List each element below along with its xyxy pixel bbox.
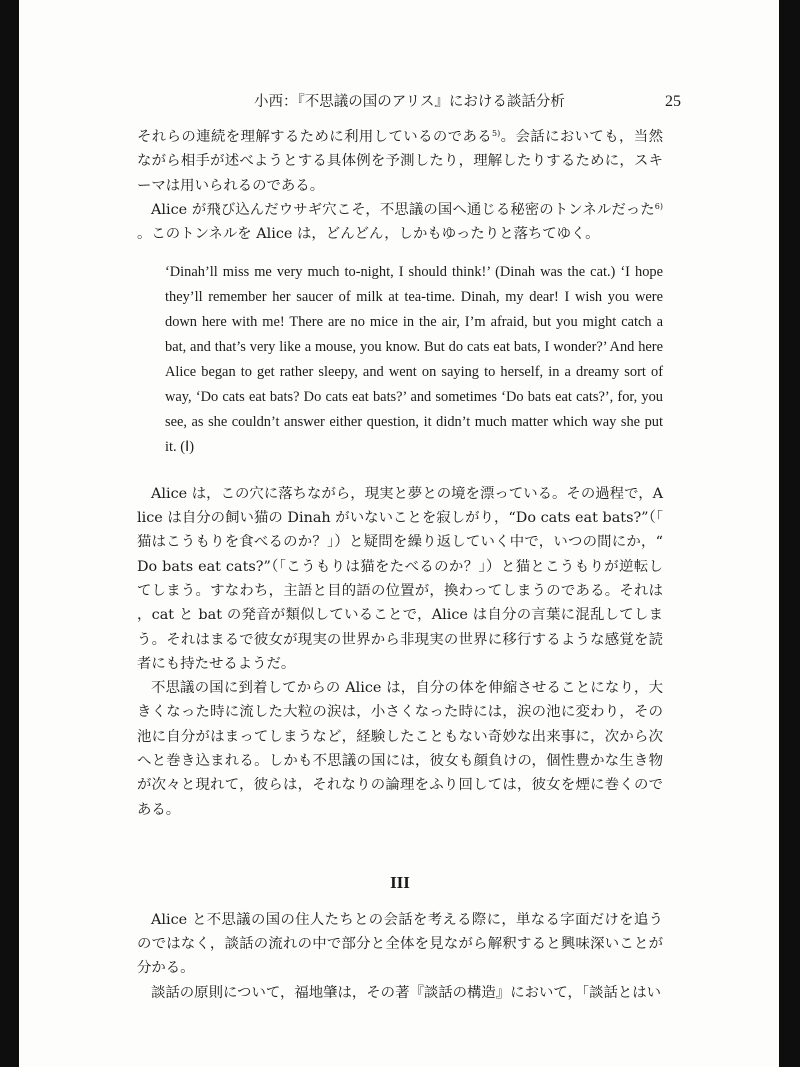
footnote-ref-5: 5) (492, 129, 501, 138)
running-title: 小西：『不思議の国のアリス』における談話分析 (254, 94, 565, 110)
section-heading: III (390, 872, 410, 892)
paragraph-5: Alice と不思議の国の住人たちとの会話を考える際に，単なる字面だけを追うのではなく，談話の流れの中で部分と全体を見ながら解釈すると興味深いことが分かる。 (137, 911, 663, 977)
paragraph-2-text: Alice が飛び込んだウサギ穴こそ，不思議の国へ通じる秘密のトンネルだった (151, 201, 655, 218)
block-quote: ‘Dinah’ll miss me very much to-night, I should think!’ (Dinah was the cat.) ‘I hope they’ll remember her saucer of milk at tea-time. Dinah, my dear! I wish you were down here with me! There are no mice in the air, I’m afraid, but you might catch a bat, and that’s very like a mouse, you know. But do cats eat bats, I wonder?’ And here Alice began to get rather sleepy, and went on saying to herself, in a dreamy sort of way, ‘Do cats eat bats? Do cats eat bats?’ and sometimes ‘Do bats eat cats?’, for, you see, as she couldn’t answer either question, it didn’t much matter which way she put it. (Ⅰ) (165, 264, 663, 455)
paragraph-3: Alice は，この穴に落ちながら，現実と夢との境を漂っている。その過程で，Alice は自分の飼い猫の Dinah がいないことを寂しがり，“Do cats eat bats?”（「猫はこうもりを食べるのか？」）と疑問を繰り返していく中で，いつの間にか，“Do bats eat cats?”（「こうもりは猫をたべるのか？」）と猫とこうもりが逆転してしまう。すなわち，主語と目的語の位置が，換わってしまうのである。それは，cat と bat の発音が類似していることで，Alice は自分の言葉に混乱してしまう。それはまるで彼女が現実の世界から非現実の世界に移行するような感覚を読者にも持たせるようだ。 (137, 485, 663, 672)
page-number: 25 (665, 93, 681, 110)
footnote-ref-6: 6) (654, 201, 663, 211)
paragraph-2-tail: 。このトンネルを Alice は，どんどん，しかもゆったりと落ちてゆく。 (137, 226, 600, 243)
book-page (19, 0, 779, 1067)
paragraph-4: 不思議の国に到着してからの Alice は，自分の体を伸縮させることになり，大きくなった時に流した大粒の涙は，小さくなった時には，涙の池に変わり，その池に自分がはまってしまうなど，経験したこともない奇妙な出来事に，次から次へと巻き込まれる。しかも不思議の国には，彼女も顔負けの，個性豊かな生き物が次々と現れて，彼らは，それなりの論理をふり回しては，彼女を煙に巻くのである。 (137, 680, 663, 818)
paragraph-6: 談話の原則について，福地肇は，その著『談話の構造』において，「談話とはい (151, 984, 662, 1001)
paragraph-2 (137, 198, 663, 247)
paragraph-1 (137, 125, 663, 198)
paragraph-1-tail: 。会話においても，当然ながら相手が述べようとする具体例を予測したり，理解したりするために，スキーマは用いられるのである。 (137, 129, 663, 194)
paragraph-1-text: それらの連続を理解するために利用しているのである (137, 129, 493, 145)
running-head (19, 90, 779, 114)
body-text (137, 125, 663, 1005)
